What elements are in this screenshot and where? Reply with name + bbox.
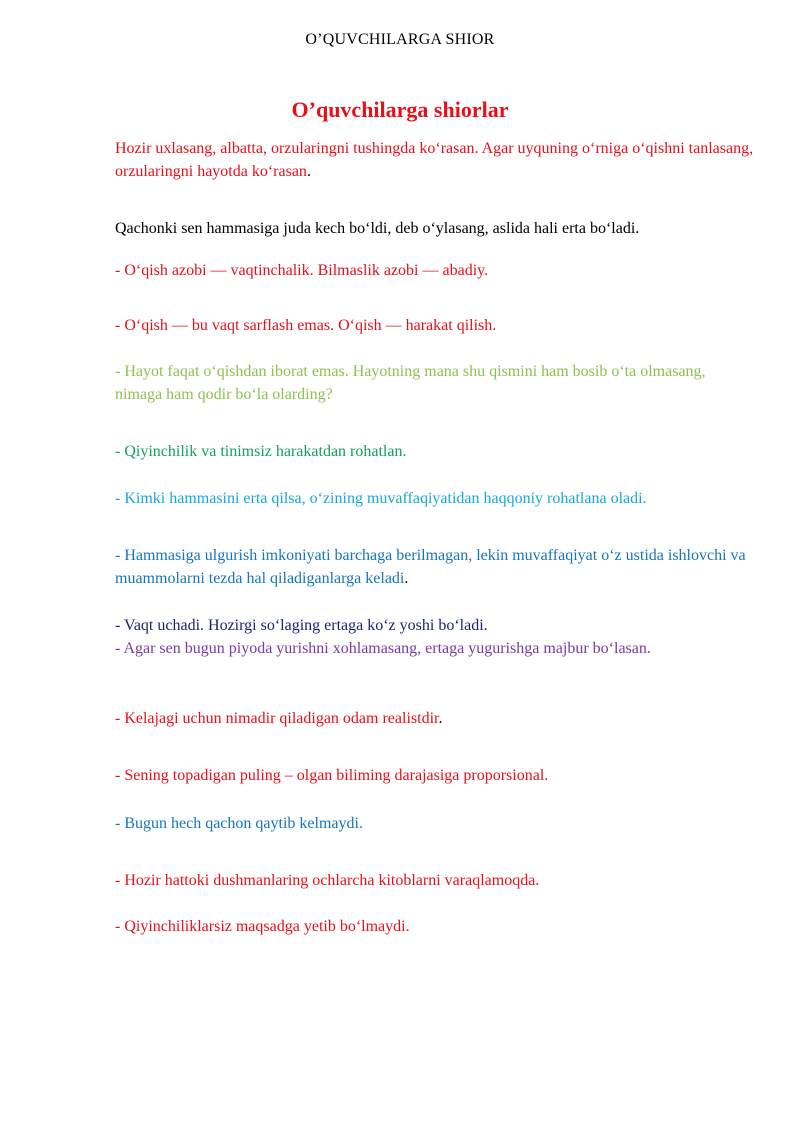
slogan-text: - Agar sen bugun piyoda yurishni xohlamasang, ertaga yugurishga majbur bo‘lasan. <box>115 640 651 657</box>
slogan-tail: . <box>306 163 311 180</box>
slogan-paragraph <box>115 217 755 240</box>
slogan-paragraph <box>115 487 755 510</box>
slogan-text: - Vaqt uchadi. Hozirgi so‘laging ertaga ko‘z yoshi bo‘ladi. <box>115 617 488 634</box>
slogan-paragraph <box>115 707 755 730</box>
slogan-text: - Hozir hattoki dushmanlaring ochlarcha kitoblarni varaqlamoqda. <box>115 872 540 889</box>
slogan-text: - Hayot faqat o‘qishdan iborat emas. Hayotning mana shu qismini ham bosib o‘ta olmasang, nimaga ham qodir bo‘la olarding? <box>115 363 706 403</box>
slogan-paragraph <box>115 915 755 938</box>
slogan-text: - O‘qish azobi — vaqtinchalik. Bilmaslik azobi — abadiy. <box>115 262 489 279</box>
slogan-paragraph <box>115 637 755 660</box>
slogan-text: - Hammasiga ulgurish imkoniyati barchaga berilmagan, lekin muvaffaqiyat o‘z ustida ishlovchi va muammolarni tezda hal qiladiganlarga keladi <box>115 547 746 587</box>
slogan-paragraph <box>115 314 755 337</box>
slogan-text: - Qiyinchiliklarsiz maqsadga yetib bo‘lmaydi. <box>115 918 410 935</box>
slogan-paragraph <box>115 360 755 406</box>
slogan-paragraph <box>115 544 755 590</box>
slogan-text: Qachonki sen hammasiga juda kech bo‘ldi, deb o‘ylasang, aslida hali erta bo‘ladi. <box>115 220 640 237</box>
slogan-paragraph <box>115 259 755 282</box>
slogan-text: - Kimki hammasini erta qilsa, o‘zining muvaffaqiyatidan haqqoniy rohatlana oladi. <box>115 490 647 507</box>
slogan-paragraph <box>115 440 755 463</box>
slogan-text: - Sening topadigan puling – olgan biliming darajasiga proporsional. <box>115 767 549 784</box>
page-header: O’QUVCHILARGA SHIOR <box>305 31 495 48</box>
slogan-text: Hozir uxlasang, albatta, orzularingni tushingda ko‘rasan. Agar uyquning o‘rniga o‘qishni tanlasang, orzularingni hayotda ko‘rasan <box>115 140 754 180</box>
slogan-tail: . <box>404 570 409 587</box>
slogan-paragraph <box>115 137 755 183</box>
slogan-paragraph <box>115 764 755 787</box>
slogan-paragraph <box>115 812 755 835</box>
slogan-text: - Qiyinchilik va tinimsiz harakatdan rohatlan. <box>115 443 407 460</box>
slogan-paragraph <box>115 614 755 637</box>
slogan-tail: . <box>438 710 443 727</box>
slogan-text: - Kelajagi uchun nimadir qiladigan odam realistdir <box>115 710 439 727</box>
slogan-text: - O‘qish — bu vaqt sarflash emas. O‘qish — harakat qilish. <box>115 317 497 334</box>
slogan-paragraph <box>115 869 755 892</box>
slogan-text: - Bugun hech qachon qaytib kelmaydi. <box>115 815 363 832</box>
document-title: O’quvchilarga shiorlar <box>291 97 509 122</box>
